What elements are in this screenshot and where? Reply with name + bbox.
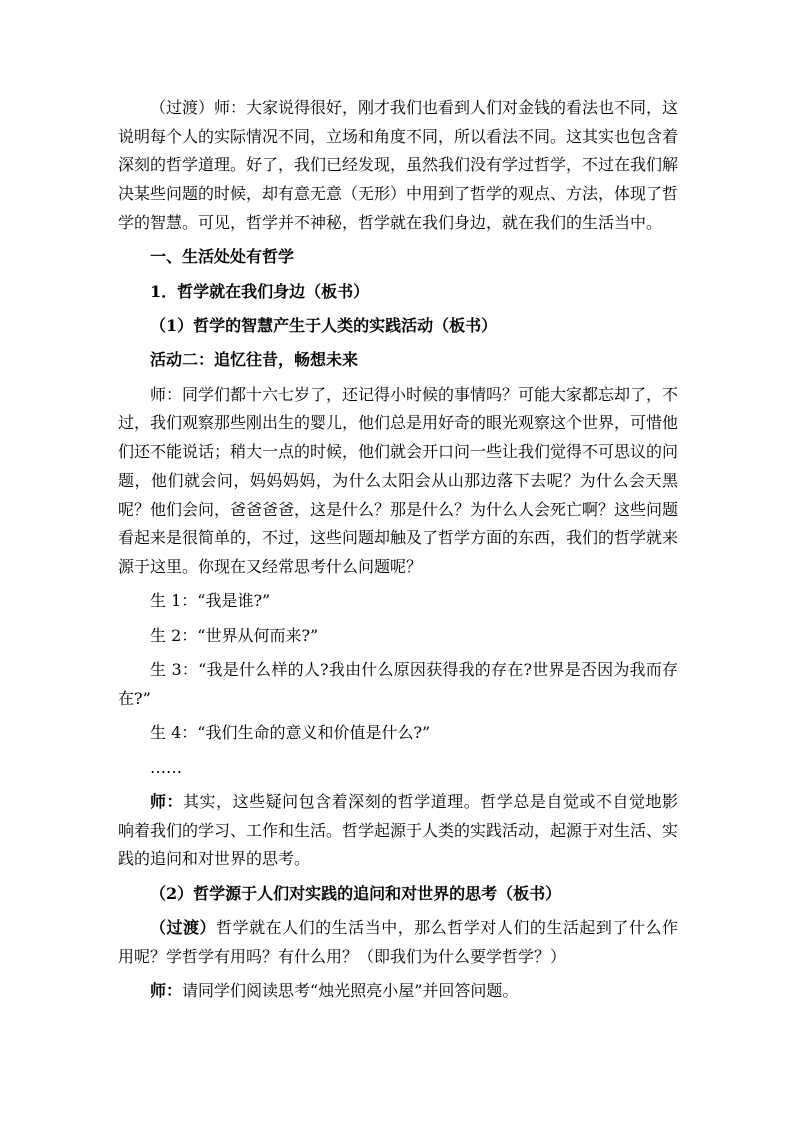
- paragraph-teacher-instruction: [118, 977, 678, 1006]
- speaker-label: 师：: [150, 792, 184, 812]
- paragraph-teacher-explanation: [118, 788, 678, 874]
- paragraph-transition-2: [118, 914, 678, 971]
- ellipsis-line: ……: [150, 757, 182, 777]
- point-heading-2: （2）哲学源于人们对实践的追问和对世界的思考（板书）: [150, 883, 562, 903]
- paragraph-text: 请同学们阅读思考“烛光照亮小屋”并回答问题。: [182, 981, 519, 1001]
- paragraph-text: 哲学就在人们的生活当中，那么哲学对人们的生活起到了什么作用呢？学哲学有用吗？有什么用？（即我们为什么要学哲学？）: [118, 918, 678, 966]
- transition-label: （过渡）: [150, 918, 217, 938]
- subsection-heading: 1．哲学就在我们身边（板书）: [150, 281, 370, 301]
- speaker-label: 师：: [150, 981, 183, 1001]
- student-answer-1: 生 1：“我是谁?”: [150, 591, 271, 611]
- paragraph-text: 其实，这些疑问包含着深刻的哲学道理。哲学总是自觉或不自觉地影响着我们的学习、工作和生活。哲学起源于人类的实践活动，起源于对生活、实践的追问和对世界的思考。: [118, 792, 679, 869]
- document-body: [118, 94, 678, 1012]
- section-heading: 一、生活处处有哲学: [150, 247, 295, 267]
- paragraph-transition-intro: （过渡）师：大家说得很好，刚才我们也看到人们对金钱的看法也不同，这说明每个人的实际情况不同，立场和角度不同，所以看法不同。这其实也包含着深刻的哲学道理。好了，我们已经发现，虽然我们没有学过哲学，不过在我们解决某些问题的时候，却有意无意（无形）中用到了哲学的观点、方法，体现了哲学的智慧。可见，哲学并不神秘，哲学就在我们身边，就在我们的生活当中。: [118, 98, 679, 232]
- paragraph-teacher-question: 师：同学们都十六七岁了，还记得小时候的事情吗？可能大家都忘却了，不过，我们观察那些刚出生的婴儿，他们总是用好奇的眼光观察这个世界，可惜他们还不能说话；稍大一点的时候，他们就会开口问一些让我们觉得不可思议的问题，他们就会问，妈妈妈妈，为什么太阳会从山那边落下去呢？为什么会天黑呢？他们会问，爸爸爸爸，这是什么？那是什么？为什么人会死亡啊？这些问题看起来是很简单的，不过，这些问题却触及了哲学方面的东西，我们的哲学就来源于这里。你现在又经常思考什么问题呢？: [118, 384, 679, 576]
- student-answer-3: 生 3：“我是什么样的人?我由什么原因获得我的存在?世界是否因为我而存在?”: [118, 660, 678, 708]
- activity-heading: 活动二：追忆往昔，畅想未来: [150, 350, 359, 370]
- student-answer-2: 生 2：“世界从何而来?”: [150, 625, 319, 645]
- point-heading-1: （1）哲学的智慧产生于人类的实践活动（板书）: [150, 315, 498, 335]
- student-answer-4: 生 4：“我们生命的意义和价值是什么?”: [150, 723, 431, 743]
